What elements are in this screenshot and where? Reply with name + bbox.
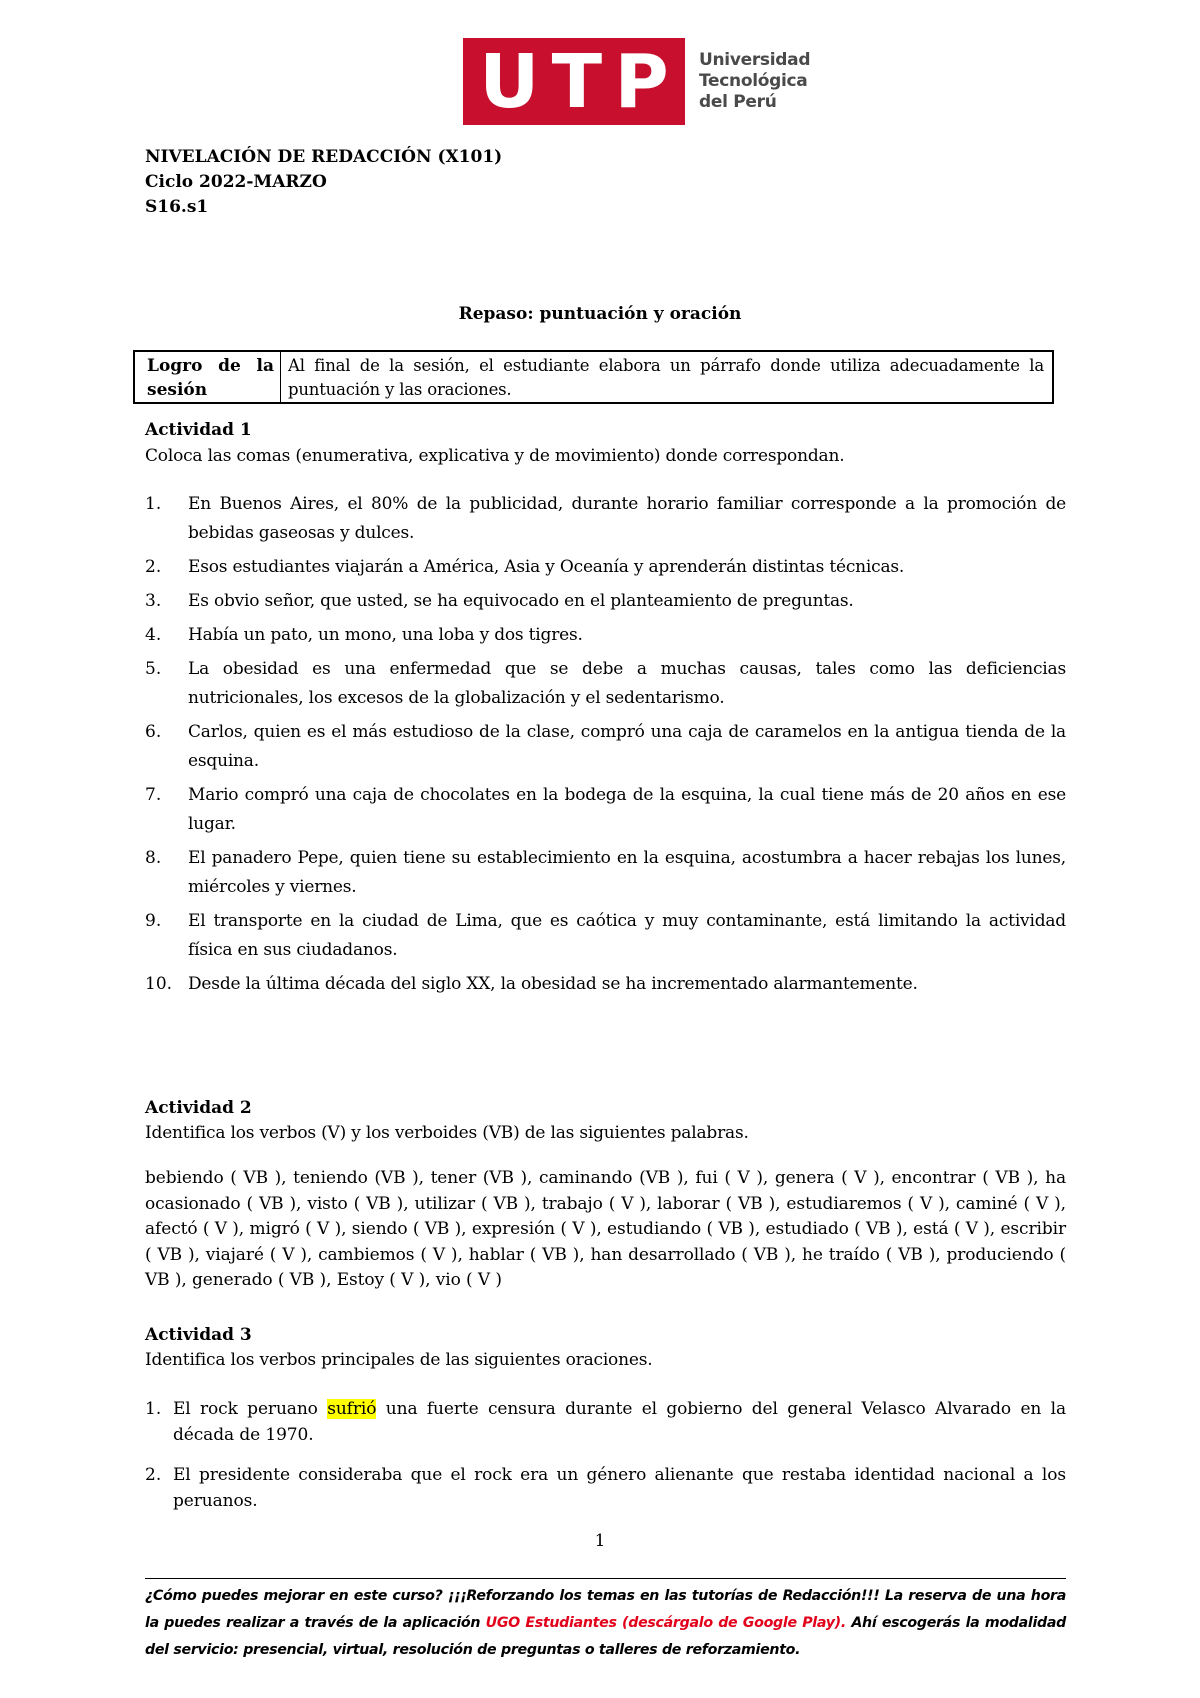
list-item	[145, 621, 1066, 650]
item-text: El panadero Pepe, quien tiene su establecimiento en la esquina, acostumbra a hacer rebajas los lunes, miércoles y viernes.	[188, 848, 1066, 897]
item-text: Mario compró una caja de chocolates en la bodega de la esquina, la cual tiene más de 20 años en ese lugar.	[188, 785, 1066, 834]
item-number: 9.	[145, 911, 162, 931]
list-item	[145, 781, 1066, 839]
activity3-instruction: Identifica los verbos principales de las siguientes oraciones.	[145, 1350, 653, 1370]
item-text: El transporte en la ciudad de Lima, que es caótica y muy contaminante, está limitando la actividad física en sus ciudadanos.	[188, 911, 1066, 960]
footer-app-name: UGO Estudiantes (descárgalo de Google Play).	[485, 1615, 846, 1631]
footer-divider	[145, 1578, 1066, 1579]
item-number: 7.	[145, 785, 162, 805]
document-title: Repaso: puntuación y oración	[458, 304, 742, 324]
item-number: 8.	[145, 848, 162, 868]
item-number: 2.	[145, 1465, 162, 1485]
item-number: 2.	[145, 557, 162, 577]
item-text: Desde la última década del siglo XX, la obesidad se ha incrementado alarmantemente.	[188, 974, 918, 994]
item-text: La obesidad es una enfermedad que se debe a muchas causas, tales como las deficiencias nutricionales, los excesos de la globalización y el sedentarismo.	[188, 659, 1066, 708]
course-name: NIVELACIÓN DE REDACCIÓN (X101)	[145, 147, 503, 167]
item-text: Es obvio señor, que usted, se ha equivocado en el planteamiento de preguntas.	[188, 591, 854, 611]
item-text: El presidente consideraba que el rock era un género alienante que restaba identidad nacional a los peruanos.	[173, 1465, 1066, 1511]
utp-logo	[463, 38, 810, 125]
logro-table	[133, 350, 1054, 404]
activity2-instruction: Identifica los verbos (V) y los verboides (VB) de las siguientes palabras.	[145, 1123, 749, 1143]
list-item	[145, 587, 1066, 616]
logro-label	[135, 352, 281, 402]
document-header	[145, 145, 502, 220]
logro-label-line2: sesión	[147, 380, 208, 400]
university-name	[699, 50, 810, 113]
item-number: 1.	[145, 1399, 162, 1419]
session-code: S16.s1	[145, 197, 209, 217]
list-item	[145, 907, 1066, 965]
utp-logo-mark	[463, 38, 685, 125]
activity1-list	[145, 490, 1066, 1004]
university-name-line1: Universidad	[699, 50, 811, 70]
logo-letter-u: U	[479, 38, 540, 125]
activity3-heading: Actividad 3	[145, 1325, 252, 1345]
activity1-instruction: Coloca las comas (enumerativa, explicativa y de movimiento) donde correspondan.	[145, 446, 845, 466]
list-item	[145, 718, 1066, 776]
activity2-heading: Actividad 2	[145, 1098, 252, 1118]
list-item	[145, 553, 1066, 582]
university-name-line3: del Perú	[699, 92, 777, 112]
item-text: Había un pato, un mono, una loba y dos tigres.	[188, 625, 583, 645]
item-text: En Buenos Aires, el 80% de la publicidad, durante horario familiar corresponde a la promoción de bebidas gaseosas y dulces.	[188, 494, 1066, 543]
item-number: 1.	[145, 494, 162, 514]
footer-text-part1: ¿Cómo puedes mejorar en este curso? ¡¡¡Reforzando los temas en las tutorías de Redacción!!! La reserva de una hora la puedes realizar a través de la aplicación	[145, 1588, 1066, 1631]
footer-text-part2: Ahí escogerás la modalidad del servicio: presencial, virtual, resolución de preguntas o talleres de reforzamiento.	[145, 1615, 1067, 1658]
item-number: 5.	[145, 659, 162, 679]
activity3-list	[145, 1396, 1066, 1528]
item-text-before: El rock peruano	[173, 1399, 328, 1419]
footer-note	[145, 1583, 1066, 1664]
logro-label-line1: Logro de la	[147, 356, 274, 376]
list-item	[145, 655, 1066, 713]
item-text	[173, 1396, 1066, 1448]
list-item	[145, 1396, 1066, 1448]
list-item	[145, 970, 1066, 999]
activity1-heading: Actividad 1	[145, 420, 252, 440]
item-number: 4.	[145, 625, 162, 645]
item-number: 10.	[145, 974, 173, 994]
activity2-word-list: bebiendo ( VB ), teniendo (VB ), tener (VB ), caminando (VB ), fui ( V ), genera ( V ), encontrar ( VB ), ha ocasionado ( VB ), visto ( VB ), utilizar ( VB ), trabajo ( V ), laborar ( VB ), estudiaremos ( V ), caminé ( V ), afectó ( V ), migró ( V ), siendo ( VB ), expresión ( V ), estudiando ( VB ), estudiado ( VB ), está ( V ), escribir ( VB ), viajaré ( V ), cambiemos ( V ), hablar ( VB ), han desarrollado ( VB ), he traído ( VB ), produciendo ( VB ), generado ( VB ), Estoy ( V ), vio ( V )	[145, 1168, 1066, 1290]
list-item	[145, 1462, 1066, 1514]
item-text-after: una fuerte censura durante el gobierno del general Velasco Alvarado en la década de 1970.	[173, 1399, 1067, 1445]
university-name-line2: Tecnológica	[699, 71, 808, 91]
page-number: 1	[594, 1531, 606, 1551]
cycle-label: Ciclo 2022-MARZO	[145, 172, 327, 192]
logo-letter-t: T	[551, 38, 603, 125]
item-number: 3.	[145, 591, 162, 611]
item-text: Esos estudiantes viajarán a América, Asia y Oceanía y aprenderán distintas técnicas.	[188, 557, 905, 577]
highlighted-verb: sufrió	[327, 1399, 377, 1419]
item-text: Carlos, quien es el más estudioso de la clase, compró una caja de caramelos en la antigua tienda de la esquina.	[188, 722, 1066, 771]
item-number: 6.	[145, 722, 162, 742]
logo-letter-p: P	[614, 38, 669, 125]
logro-description: Al final de la sesión, el estudiante elabora un párrafo donde utiliza adecuadamente la puntuación y las oraciones.	[288, 356, 1044, 399]
list-item	[145, 490, 1066, 548]
list-item	[145, 844, 1066, 902]
